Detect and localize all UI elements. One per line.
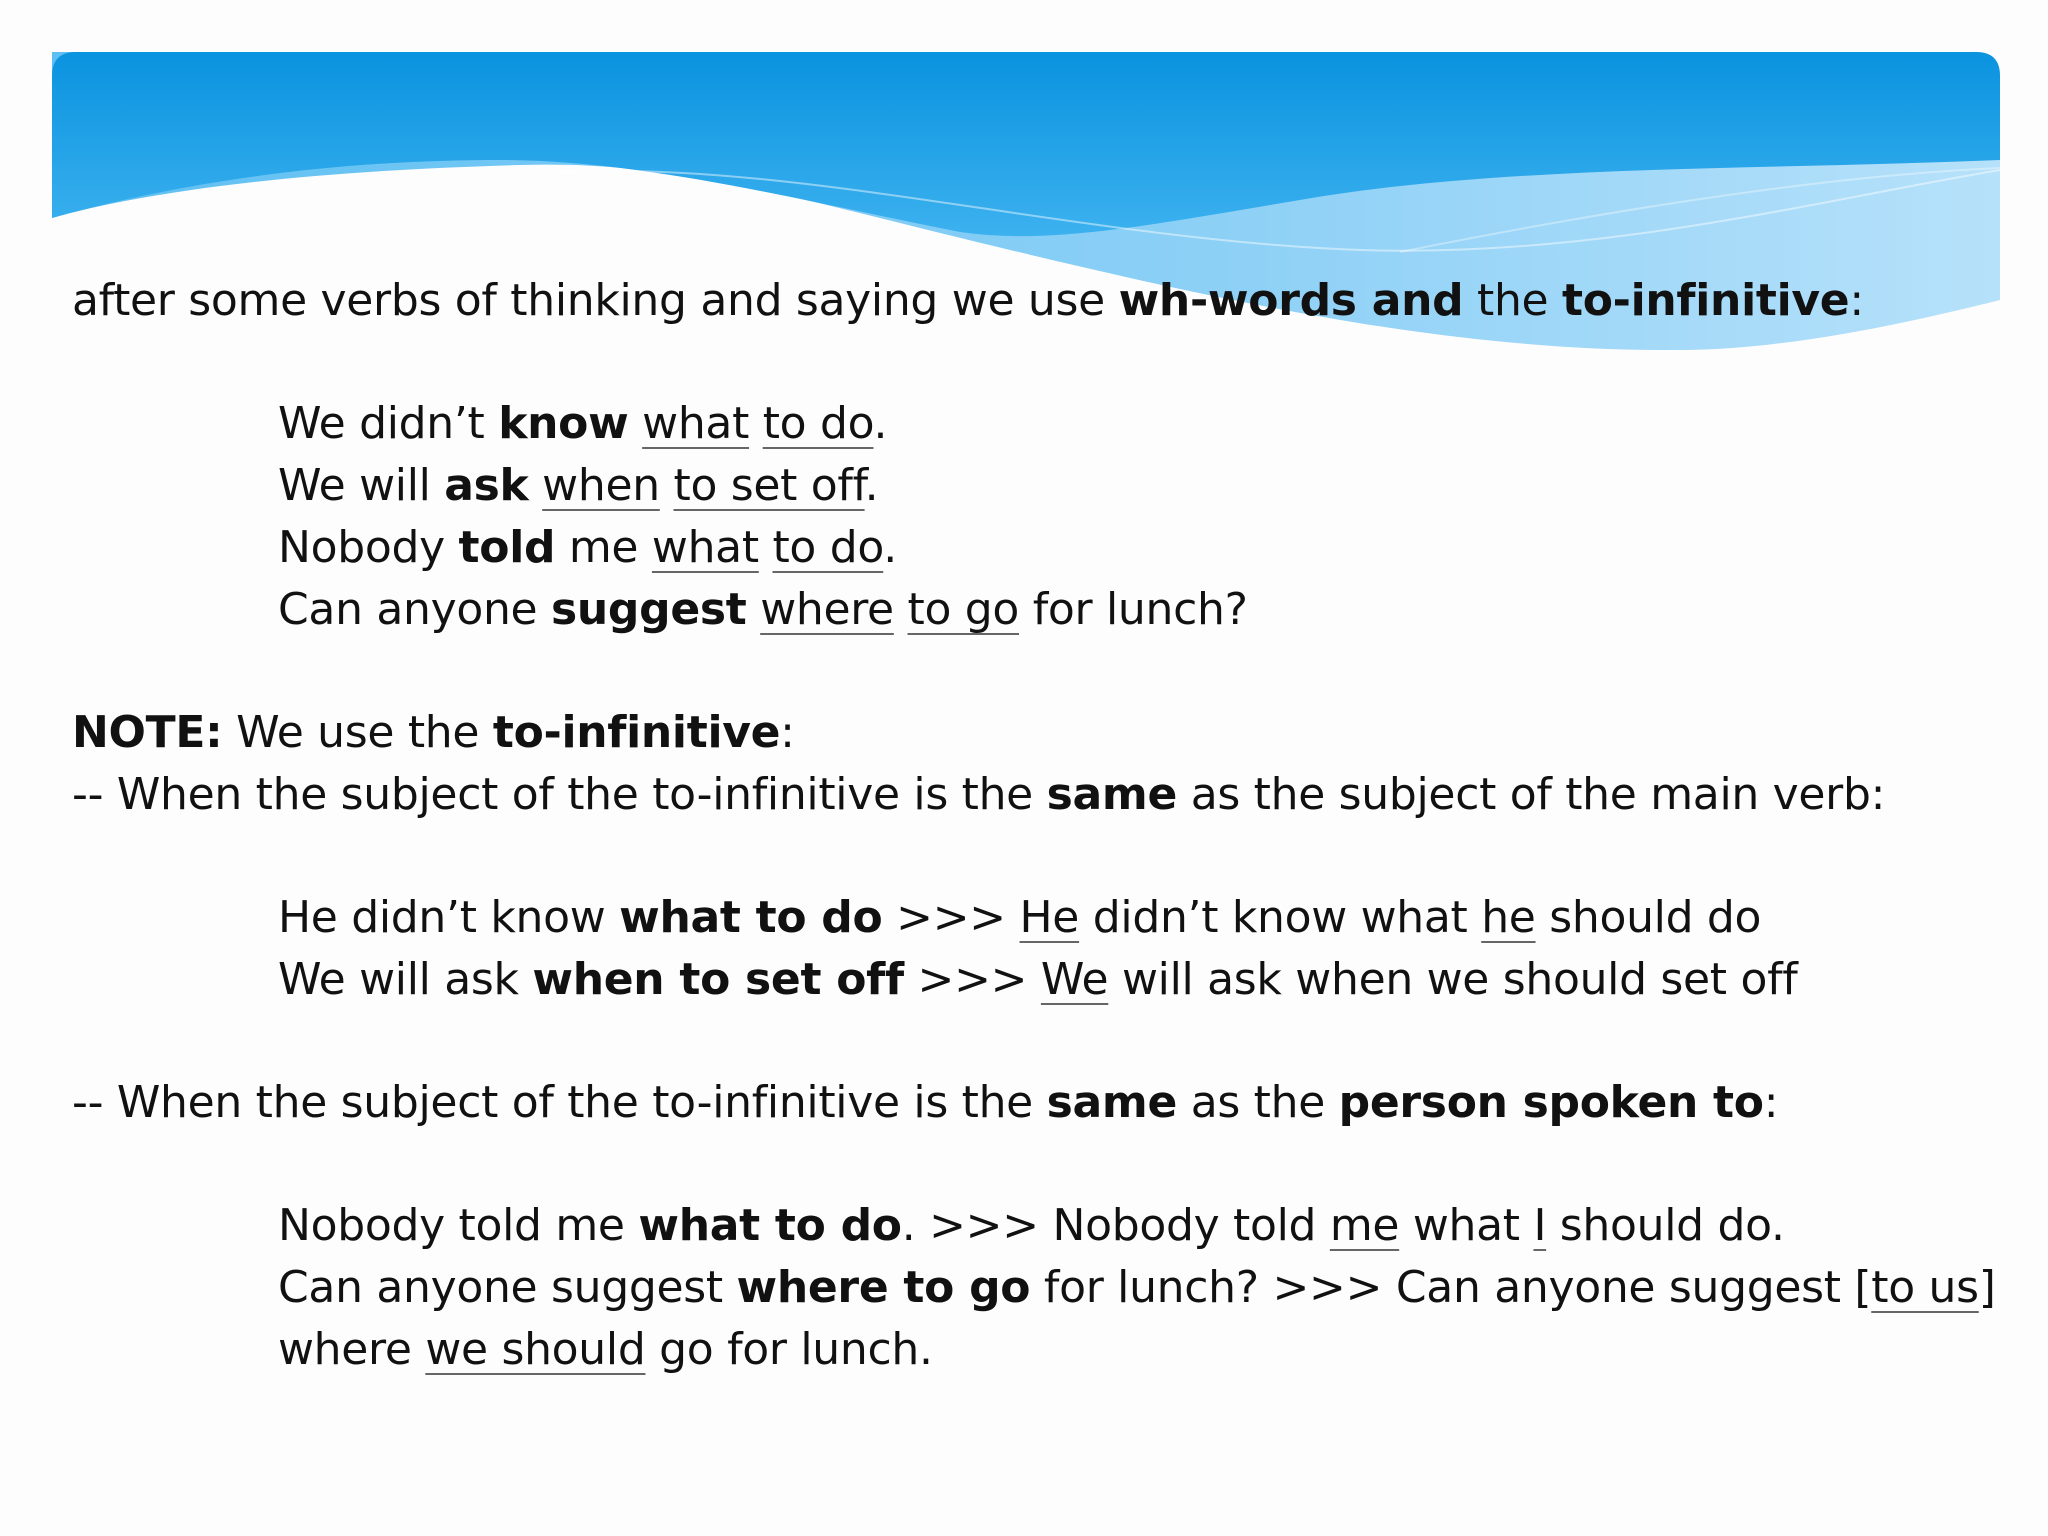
example-subject: He [1019, 892, 1080, 943]
example-bold: what to do [638, 1200, 902, 1251]
example-bold: where to go [736, 1262, 1031, 1313]
example-infinitive: to do [772, 522, 884, 573]
example-text: will ask when we should set off [1108, 954, 1798, 1005]
rule-2-example-line [278, 1319, 933, 1381]
note-line [72, 702, 795, 764]
intro-line [72, 270, 1864, 332]
example-infinitive: to do [762, 398, 874, 449]
rule-2-line [72, 1072, 1778, 1134]
rule-text: -- When the subject of the to-infinitive is the [72, 769, 1047, 820]
rule-text: : [1763, 1077, 1779, 1128]
example-text: . >>> Nobody told [901, 1200, 1330, 1251]
example-underlined: to us [1871, 1262, 1979, 1313]
rule-bold: same [1046, 1077, 1178, 1128]
example-wh-word: when [542, 460, 660, 511]
example-text [894, 584, 908, 635]
rule-text: -- When the subject of the to-infinitive is the [72, 1077, 1047, 1128]
example-wh-word: what [651, 522, 759, 573]
example-infinitive: to go [907, 584, 1020, 635]
example-text: Can anyone [278, 584, 552, 635]
example-line [278, 455, 878, 517]
example-text: ] [1978, 1262, 1996, 1313]
example-text: Can anyone suggest [278, 1262, 737, 1313]
example-text: didn’t know what [1079, 892, 1482, 943]
example-bold: when to set off [532, 954, 904, 1005]
note-bold: to-infinitive [492, 707, 781, 758]
example-verb: ask [444, 460, 529, 511]
example-text: for lunch? [1019, 584, 1248, 635]
example-text: Nobody told me [278, 1200, 639, 1251]
example-verb: suggest [551, 584, 747, 635]
intro-bold-wh-words: wh-words and [1118, 275, 1464, 326]
note-text: We use the [222, 707, 493, 758]
example-wh-word: what [642, 398, 750, 449]
rule-2-example-line [278, 1257, 1996, 1319]
example-subject: he [1481, 892, 1536, 943]
example-text: We will [278, 460, 445, 511]
example-text: where [278, 1324, 426, 1375]
example-text: >>> [903, 954, 1041, 1005]
example-text: what [1399, 1200, 1534, 1251]
example-line [278, 517, 897, 579]
example-text: . [864, 460, 879, 511]
rule-text: as the [1177, 1077, 1339, 1128]
rule-bold: same [1046, 769, 1178, 820]
example-text [660, 460, 674, 511]
example-text: Nobody [278, 522, 459, 573]
example-text [628, 398, 642, 449]
example-subject: We [1040, 954, 1109, 1005]
intro-text-mid: the [1463, 275, 1562, 326]
example-infinitive: to set off [673, 460, 865, 511]
rule-2-example-line [278, 1195, 1785, 1257]
note-label: NOTE: [72, 707, 223, 758]
intro-end: : [1849, 275, 1864, 326]
intro-bold-to-infinitive: to-infinitive [1562, 275, 1850, 326]
example-wh-word: where [760, 584, 894, 635]
example-underlined: I [1533, 1200, 1547, 1251]
example-text: for lunch? >>> Can anyone suggest [ [1030, 1262, 1872, 1313]
rule-1-line [72, 764, 1885, 826]
rule-1-example-line [278, 949, 1797, 1011]
example-text: He didn’t know [278, 892, 620, 943]
example-text: go for lunch. [645, 1324, 933, 1375]
example-text: >>> [882, 892, 1020, 943]
example-text: We will ask [278, 954, 533, 1005]
intro-text: after some verbs of thinking and saying we use [72, 275, 1119, 326]
example-bold: what to do [619, 892, 883, 943]
rule-1-example-line [278, 887, 1761, 949]
example-verb: know [498, 398, 629, 449]
example-text: We didn’t [278, 398, 499, 449]
example-text: should do. [1546, 1200, 1785, 1251]
rule-bold: person spoken to [1338, 1077, 1764, 1128]
example-line [278, 579, 1248, 641]
example-text: . [883, 522, 897, 573]
example-text: . [873, 398, 888, 449]
example-text: me [555, 522, 652, 573]
example-text [528, 460, 542, 511]
note-end: : [780, 707, 795, 758]
example-line [278, 393, 887, 455]
example-text [759, 522, 773, 573]
example-text: should do [1535, 892, 1762, 943]
rule-text: as the subject of the main verb: [1177, 769, 1886, 820]
example-text [749, 398, 763, 449]
example-text [747, 584, 761, 635]
example-verb: told [458, 522, 556, 573]
example-underlined: me [1329, 1200, 1400, 1251]
example-underlined: we should [425, 1324, 646, 1375]
